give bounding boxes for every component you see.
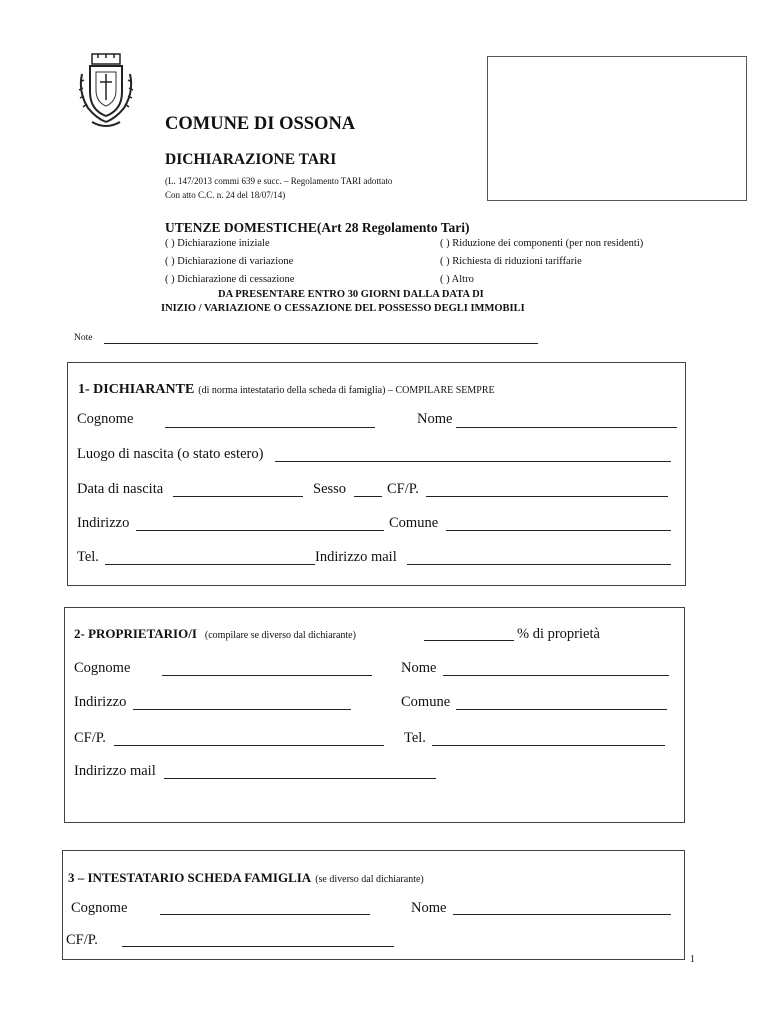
field-nome[interactable] bbox=[456, 427, 677, 428]
label-mail: Indirizzo mail bbox=[315, 549, 397, 565]
label-nome: Nome bbox=[417, 411, 453, 427]
option-riduzioni-tariffarie[interactable]: ( ) Richiesta di riduzioni tariffarie bbox=[440, 256, 582, 267]
field-cf[interactable] bbox=[426, 496, 668, 497]
label-cf: CF/P. bbox=[387, 481, 419, 497]
field-indirizzo[interactable] bbox=[136, 530, 384, 531]
coat-of-arms bbox=[78, 52, 134, 132]
law-reference-line1: (L. 147/2013 commi 639 e succ. – Regolamento TARI adottato bbox=[165, 176, 393, 186]
label-int-nome: Nome bbox=[411, 900, 447, 916]
field-int-nome[interactable] bbox=[453, 914, 671, 915]
field-percent-proprieta[interactable] bbox=[424, 640, 514, 641]
field-comune[interactable] bbox=[446, 530, 671, 531]
label-percent-proprieta: % di proprietà bbox=[517, 626, 600, 642]
section1-subtitle: (di norma intestatario della scheda di famiglia) – COMPILARE SEMPRE bbox=[198, 385, 495, 396]
section1-heading bbox=[78, 380, 495, 398]
protocol-stamp-box bbox=[487, 56, 747, 201]
deadline-line1: DA PRESENTARE ENTRO 30 GIORNI DALLA DATA DI bbox=[218, 289, 484, 300]
label-indirizzo: Indirizzo bbox=[77, 515, 130, 531]
option-riduzione-componenti[interactable]: ( ) Riduzione dei componenti (per non residenti) bbox=[440, 238, 644, 249]
label-prop-cognome: Cognome bbox=[74, 660, 131, 676]
label-cognome: Cognome bbox=[77, 411, 134, 427]
field-prop-cognome[interactable] bbox=[162, 675, 372, 676]
label-prop-nome: Nome bbox=[401, 660, 437, 676]
field-data-nascita[interactable] bbox=[173, 496, 303, 497]
section1-title: 1- DICHIARANTE bbox=[78, 382, 195, 397]
deadline-line2: INIZIO / VARIAZIONE O CESSAZIONE DEL POSSESSO DEGLI IMMOBILI bbox=[161, 303, 525, 314]
field-prop-tel[interactable] bbox=[432, 745, 665, 746]
note-field[interactable] bbox=[104, 343, 538, 344]
label-comune: Comune bbox=[389, 515, 439, 531]
field-prop-mail[interactable] bbox=[164, 778, 436, 779]
page-number: 1 bbox=[690, 954, 695, 965]
label-prop-cf: CF/P. bbox=[74, 730, 106, 746]
label-prop-tel: Tel. bbox=[404, 730, 426, 746]
label-int-cognome: Cognome bbox=[71, 900, 128, 916]
label-prop-mail: Indirizzo mail bbox=[74, 763, 156, 779]
section3-subtitle: (se diverso dal dichiarante) bbox=[315, 874, 424, 885]
label-luogo-nascita: Luogo di nascita (o stato estero) bbox=[77, 446, 264, 462]
note-label: Note bbox=[74, 333, 93, 343]
section2-heading bbox=[74, 625, 356, 643]
label-data-nascita: Data di nascita bbox=[77, 481, 164, 497]
option-dichiarazione-cessazione[interactable]: ( ) Dichiarazione di cessazione bbox=[165, 274, 295, 285]
field-luogo-nascita[interactable] bbox=[275, 461, 671, 462]
label-int-cf: CF/P. bbox=[66, 932, 98, 948]
field-sesso[interactable] bbox=[354, 496, 382, 497]
option-altro[interactable]: ( ) Altro bbox=[440, 274, 474, 285]
law-reference-line2: Con atto C.C. n. 24 del 18/07/14) bbox=[165, 190, 286, 200]
section2-subtitle: (compilare se diverso dal dichiarante) bbox=[204, 630, 356, 641]
option-dichiarazione-variazione[interactable]: ( ) Dichiarazione di variazione bbox=[165, 256, 294, 267]
label-prop-comune: Comune bbox=[401, 694, 451, 710]
field-int-cf[interactable] bbox=[122, 946, 394, 947]
section-title-utenze: UTENZE DOMESTICHE(Art 28 Regolamento Tari) bbox=[165, 220, 470, 235]
section-intestatario bbox=[62, 850, 685, 960]
field-prop-comune[interactable] bbox=[456, 709, 667, 710]
field-mail[interactable] bbox=[407, 564, 671, 565]
label-prop-indirizzo: Indirizzo bbox=[74, 694, 127, 710]
option-dichiarazione-iniziale[interactable]: ( ) Dichiarazione iniziale bbox=[165, 238, 270, 249]
field-prop-nome[interactable] bbox=[443, 675, 669, 676]
label-tel: Tel. bbox=[77, 549, 99, 565]
field-int-cognome[interactable] bbox=[160, 914, 370, 915]
field-prop-indirizzo[interactable] bbox=[133, 709, 351, 710]
field-cognome[interactable] bbox=[165, 427, 375, 428]
form-title: DICHIARAZIONE TARI bbox=[165, 151, 337, 168]
section2-title: 2- PROPRIETARIO/I bbox=[74, 626, 197, 641]
section3-title: 3 – INTESTATARIO SCHEDA FAMIGLIA bbox=[68, 870, 312, 885]
label-sesso: Sesso bbox=[313, 481, 347, 497]
section3-heading bbox=[68, 869, 424, 887]
municipality-name: COMUNE DI OSSONA bbox=[165, 114, 356, 134]
field-tel[interactable] bbox=[105, 564, 315, 565]
field-prop-cf[interactable] bbox=[114, 745, 384, 746]
